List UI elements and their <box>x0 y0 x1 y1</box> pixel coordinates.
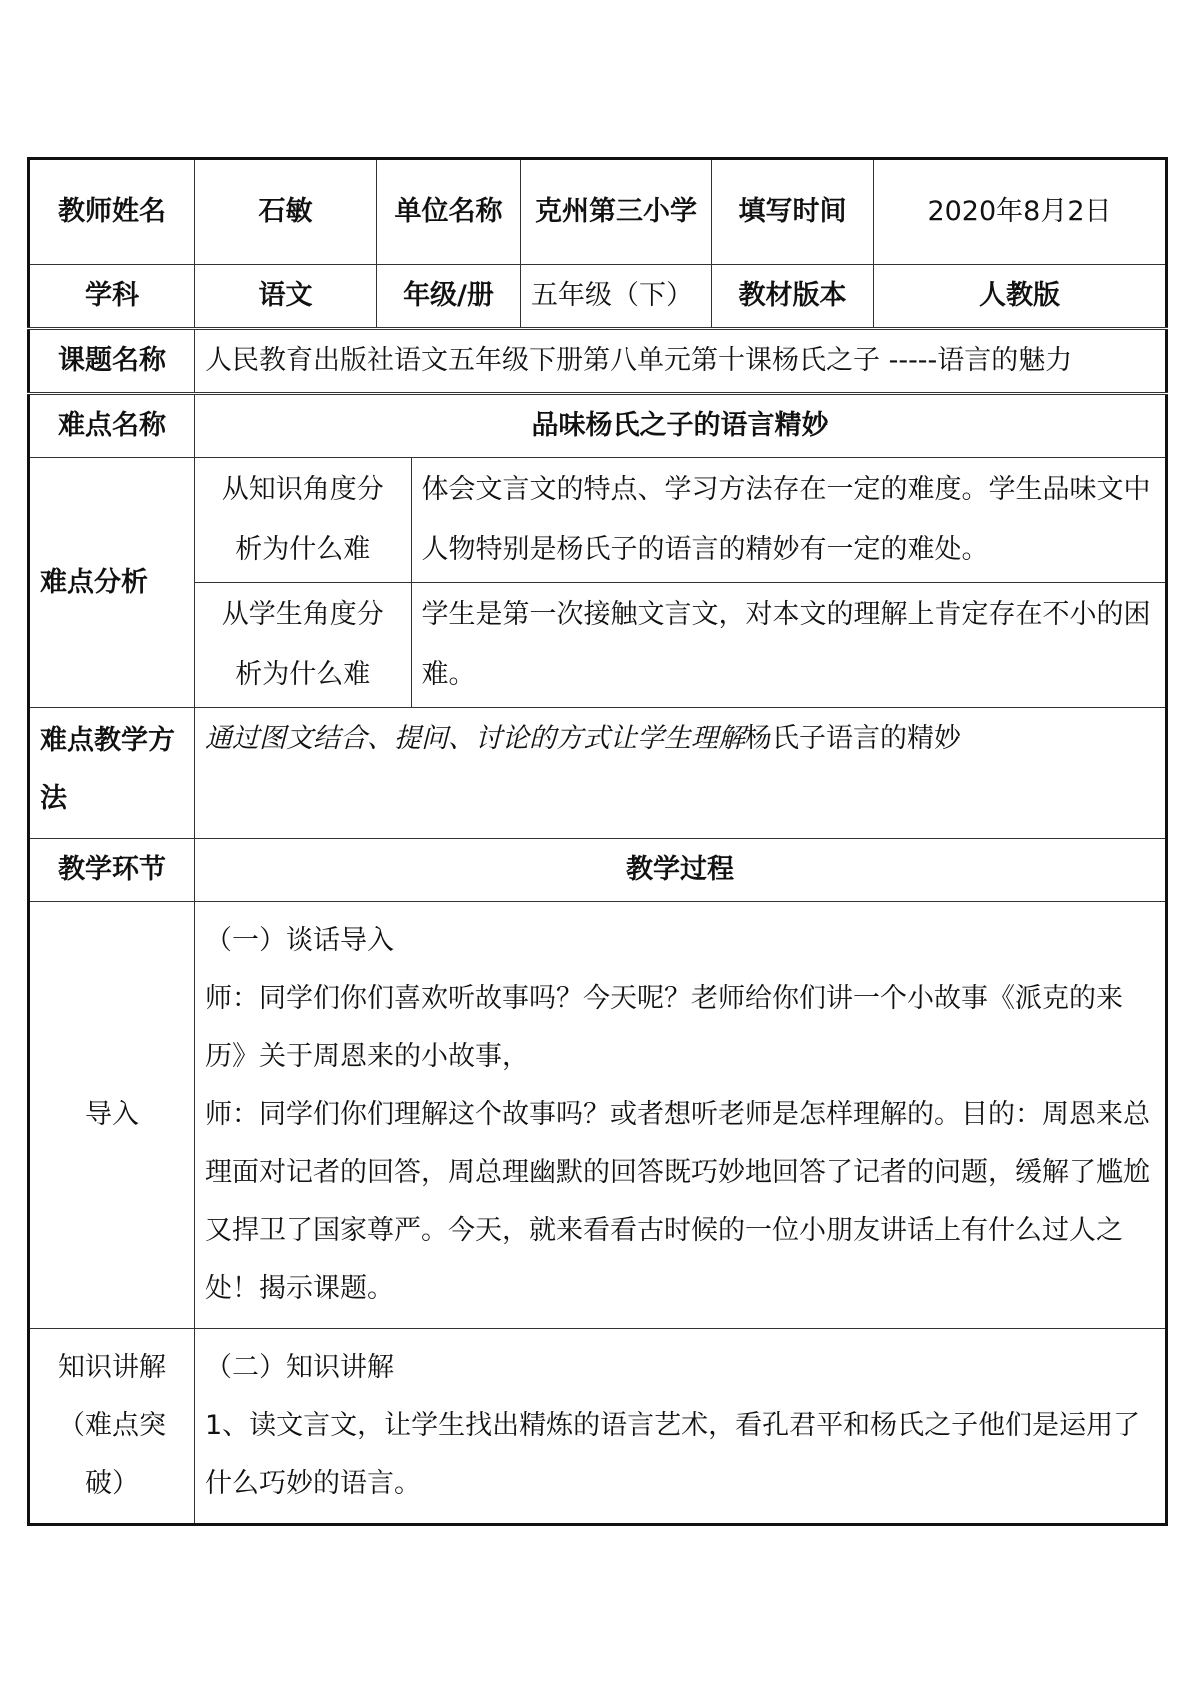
intro-paragraph-1: 师：同学们你们喜欢听故事吗？今天呢？老师给你们讲一个小故事《派克的来历》关于周恩来的小故事， <box>205 983 1123 1072</box>
analysis-section <box>195 458 1167 708</box>
analysis-inner-table <box>195 458 1165 707</box>
unit-name-label: 单位名称 <box>377 159 521 265</box>
intro-heading: （一）谈话导入 <box>205 925 394 956</box>
topic-label: 课题名称 <box>29 329 195 394</box>
student-angle-label: 从学生角度分析为什么难 <box>195 583 411 708</box>
method-value-italic: 通过图文结合、提问、讨论的方式让学生理解 <box>205 723 745 754</box>
teacher-name-label: 教师姓名 <box>29 159 195 265</box>
subject-label: 学科 <box>29 265 195 329</box>
subject-value: 语文 <box>195 265 377 329</box>
knowledge-angle-value: 体会文言文的特点、学习方法存在一定的难度。学生品味文中人物特别是杨氏子的语言的精妙有一定的难处。 <box>411 458 1165 583</box>
intro-content <box>195 902 1167 1329</box>
edition-value: 人教版 <box>874 265 1167 329</box>
fill-date-label: 填写时间 <box>712 159 874 265</box>
topic-value: 人民教育出版社语文五年级下册第八单元第十课杨氏之子 -----语言的魅力 <box>195 329 1167 394</box>
unit-name-value: 克州第三小学 <box>521 159 712 265</box>
knowledge-stage-label: 知识讲解（难点突破） <box>29 1329 195 1525</box>
grade-value: 五年级（下） <box>521 265 712 329</box>
edition-label: 教材版本 <box>712 265 874 329</box>
lesson-plan-table <box>27 157 1168 1526</box>
stage-header-label: 教学环节 <box>29 839 195 902</box>
student-angle-value: 学生是第一次接触文言文，对本文的理解上肯定存在不小的困难。 <box>411 583 1165 708</box>
knowledge-paragraph-1: 1、读文言文，让学生找出精炼的语言艺术，看孔君平和杨氏之子他们是运用了什么巧妙的语言。 <box>205 1410 1141 1499</box>
knowledge-heading: （二）知识讲解 <box>205 1352 394 1383</box>
knowledge-angle-label: 从知识角度分析为什么难 <box>195 458 411 583</box>
process-header-label: 教学过程 <box>195 839 1167 902</box>
fill-date-value: 2020年8月2日 <box>874 159 1167 265</box>
method-value <box>195 708 1167 839</box>
grade-label: 年级/册 <box>377 265 521 329</box>
method-label: 难点教学方法 <box>29 708 195 839</box>
difficulty-label: 难点名称 <box>29 394 195 458</box>
analysis-label: 难点分析 <box>29 458 195 708</box>
knowledge-content <box>195 1329 1167 1525</box>
difficulty-value: 品味杨氏之子的语言精妙 <box>195 394 1167 458</box>
teacher-name-value: 石敏 <box>195 159 377 265</box>
intro-stage-label: 导入 <box>29 902 195 1329</box>
method-value-normal: 杨氏子语言的精妙 <box>745 723 961 754</box>
intro-paragraph-2: 师：同学们你们理解这个故事吗？或者想听老师是怎样理解的。目的：周恩来总理面对记者的回答，周总理幽默的回答既巧妙地回答了记者的问题，缓解了尴尬又捍卫了国家尊严。今天，就来看看古时候的一位小朋友讲话上有什么过人之处！揭示课题。 <box>205 1099 1150 1304</box>
